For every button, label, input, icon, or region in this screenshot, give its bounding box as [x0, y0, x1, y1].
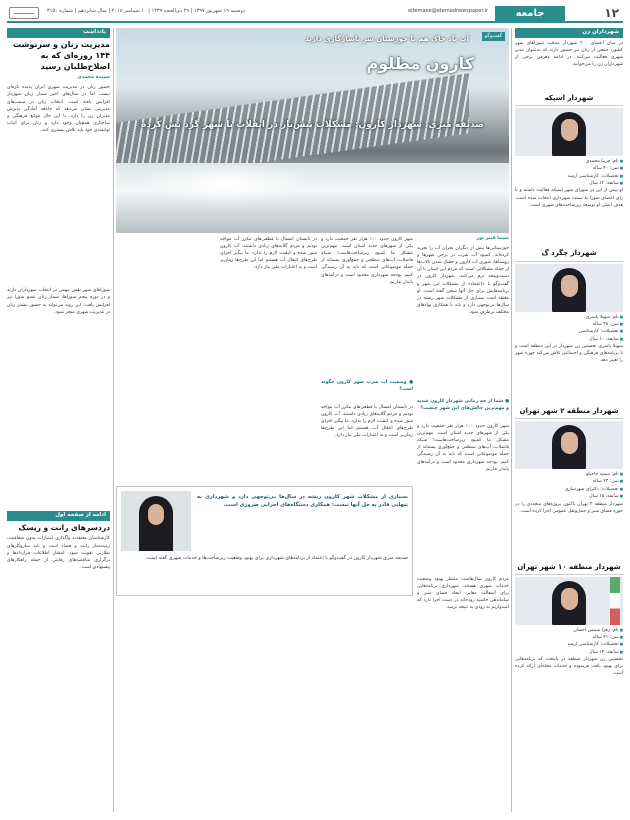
hero-kicker: آب‌ یاد خاک هم با خوزستان سر ناسازگاری دارند — [305, 35, 469, 43]
profile-card — [515, 559, 623, 697]
section-tag: یادداشت — [7, 28, 110, 38]
email-link[interactable]: ejtemaee@etemadnewspaper.ir — [408, 8, 488, 14]
article-text: در تابستان امسال با قطعی‌های مکرر آب مواجه بودیم و مردم گلایه‌های زیادی داشتند. آب کارون شور شده و کیفیت لازم را ندارد. ما پیگیر اجرای طرح‌های انتقال آب هستیم اما این طرح‌ها زمان‌بر است و به اعتبارات ملی نیاز دارد. — [220, 237, 317, 271]
article-text: شهر کارون حدود ۱۰۰ هزار نفر جمعیت دارد و یکی از شهرهای جدید استان است. مهم‌ترین مشکل ما کمبود زیرساخت‌هاست؛ شبکه فاضلاب، آب‌های سطحی و جمع‌آوری پسماند از جمله موضوعاتی است که باید به آن رسیدگی کنیم. بودجه شهرداری محدود است و درآمدهای پایدار نداریم. — [321, 237, 413, 285]
portrait-photo — [515, 264, 623, 312]
intro-text: در میان اعضای ۲۰۰ شهردار منتخب شوراهای شهر کشور، جمعی از زنان نیز حضور دارند که به‌عنوان مدیر شهری فعالیت می‌کنند. در ادامه معرفی برخی از شهرداران زن را می‌خوانید. — [515, 40, 623, 68]
profile-facts: ■ نام: سمیه حاجیلو ■ سن: ۴۳ ساله ■ تحصیلات: دکترای شهرسازی ■ سابقه: ۱۵ سال — [515, 471, 623, 500]
hero-subtitle: صدیقه میری، شهردار کارون: مشکلات پیش‌تاز در انقلاب با شهر گرد پس کرده — [141, 120, 484, 130]
byline: سیما قنبر پور — [476, 236, 509, 241]
center-column — [116, 28, 509, 812]
article-text: مردم کارون سال‌هاست منتظر بهبود وضعیت خدمات شهری هستند. شهرداری برنامه‌هایی برای آسفالت معابر، ایجاد فضای سبز و ساماندهی حاشیه رودخانه در دست اجرا دارد که امیدواریم به زودی به نتیجه برسد. — [417, 576, 509, 611]
profile-title: شهردار اسپکه — [515, 90, 623, 106]
profile-title: شهردار منطقه ۲ شهر تهران — [515, 403, 623, 419]
section-tag: شهرداران زن — [515, 28, 623, 38]
article-text: کارشناسان معتقدند واگذاری امتیازات بدون شفافیت، زمینه‌ساز رانت و فساد است و باید سازوکارهای نظارتی تقویت شود. انتشار اطلاعات قراردادها و برگزاری مناقصه‌های رقابتی از جمله راهکارهای پیشنهادی است. — [7, 536, 110, 570]
profile-title: شهردار منطقه ۱۰ شهر تهران — [515, 559, 623, 575]
profile-text: او پیش از این در شورای شهر اسپکه فعالیت داشته و با رای اعضای شورا به سمت شهرداری انتخاب شده است. هدف اصلی او توسعه زیرساخت‌های شهری است. — [515, 188, 623, 208]
masthead-info — [47, 8, 488, 15]
profile-text: شهردار منطقه ۲ تهران تاکنون پروژه‌های متعددی را در حوزه فضای سبز و حمل‌ونقل عمومی اجرا کرده است. — [515, 501, 623, 514]
column-divider — [113, 28, 114, 812]
newspaper-logo-icon — [9, 7, 39, 19]
profile-title: شهردار چگرد گ — [515, 245, 623, 261]
left-column — [7, 28, 110, 812]
profile-facts: ■ نام: فریبا محمدی ■ سن: ۴۰ ساله ■ تحصیلات: کارشناسی ارشد ■ سابقه: ۱۲ سال — [515, 158, 623, 187]
portrait-photo — [515, 421, 623, 469]
page-number: ۱۲ — [604, 6, 619, 20]
interview-tag: گفت‌وگو — [482, 32, 505, 41]
pull-quote: بسیاری از مشکلات شهر کارون ریشه در سال‌ها بی‌توجهی دارد و شهرداری به تنهایی قادر به حل آنها نیست؛ همکاری دستگاه‌های اجرایی ضروری است. — [197, 494, 408, 509]
article-text: حضور زنان در مدیریت شهری ایران پدیده تازه‌ای نیست اما در سال‌های اخیر شمار زنان شهردار افزایش یافته است. انتخاب زنان در سمت‌های مدیریتی نشان می‌دهد که جامعه آمادگی پذیرش مدیران زن را دارد. با این حال موانع فرهنگی و ساختاری همچنان وجود دارد و زنان برای اثبات توانمندی خود باید تلاش بیشتری کنند. — [7, 85, 110, 133]
dateline: دوشنبه ۱۹ شهریور ۱۳۹۷ | ۲۹ ذی‌الحجه ۱۴۳۹ | ۱۰ سپتامبر ۲۰۱۸ | سال شانزدهم | شماره ۴۱۵۰ — [47, 8, 246, 14]
profile-facts: ■ نام: زهرا شمس احسان ■ سن: ۴۱ ساله ■ تحصیلات: کارشناسی ارشد ■ سابقه: ۱۴ سال — [515, 627, 623, 656]
interviewee-photo — [121, 491, 191, 551]
portrait-photo — [515, 577, 623, 625]
article-text: شوراهای شهر نقش مهمی در انتخاب شهرداران دارند و در دوره پنجم شوراها، شمار زنان عضو شورا نیز افزایش یافت. این روند می‌تواند به حضور بیشتر زنان در مدیریت شهری منجر شود. — [7, 288, 110, 315]
article-column — [417, 236, 509, 812]
section-title: جامعه — [495, 6, 565, 21]
profile-card — [515, 90, 623, 246]
question-text: ● شما از چه زمانی شهردار کارون شدید و مهم‌ترین چالش‌های این شهر چیست؟ — [417, 398, 509, 412]
portrait-photo — [515, 108, 623, 156]
article-text: در تابستان امسال با قطعی‌های مکرر آب مواجه بودیم و مردم گلایه‌های زیادی داشتند. آب کارون شور شده و کیفیت لازم را ندارد. ما پیگیر اجرای طرح‌های انتقال آب هستیم اما این طرح‌ها زمان‌بر است و به اعتبارات ملی نیاز دارد. — [321, 405, 413, 439]
right-column — [515, 28, 623, 812]
profile-text: نخستین زن شهردار منطقه در پایتخت که برنامه‌هایی برای بهبود بافت فرسوده و خدمات محله‌ای ارائه کرده است. — [515, 657, 623, 677]
byline: سپیده محمدی — [77, 75, 110, 81]
headline: مدیریت زنان و سرنوشت ۱۴۴ روزه‌ای که به اصلاح‌طلبان رسید — [13, 39, 110, 71]
headline: دردسرهای رانت و ریسک — [18, 523, 110, 533]
hero-title: کارون مظلوم — [366, 54, 474, 73]
section-tag: ادامه از صفحه اول — [7, 511, 110, 521]
article-body — [116, 236, 509, 812]
pull-quote-box — [116, 486, 413, 596]
profile-text: سهیلا پاسری نخستین زن شهردار در این منطقه است و با برنامه‌های فرهنگی و اجتماعی تلاش می‌کند چهره شهر را تغییر دهد. — [515, 344, 623, 364]
hero-photo — [116, 28, 509, 233]
article-text: خوزستانی‌ها بیش از دیگران بحران آب را تجربه کرده‌اند. کمبود آب شرب در برخی شهرها و روستاها، شوری آب کارون و خشک شدن تالاب‌ها از جمله مشکلاتی است که مردم این استان با آن دست‌وپنجه نرم می‌کنند. شهردار کارون در گفت‌وگو با «اعتماد» از مشکلات این شهر و برنامه‌هایش برای حل آنها سخن گفته است. او معتقد است بسیاری از مشکلات شهر ریشه در سال‌ها بی‌توجهی دارد و باید با همکاری نهادهای مختلف برطرف شود. — [417, 245, 509, 315]
profile-card — [515, 403, 623, 559]
article-text: شهر کارون حدود ۱۰۰ هزار نفر جمعیت دارد و یکی از شهرهای جدید استان است. مهم‌ترین مشکل ما کمبود زیرساخت‌هاست؛ شبکه فاضلاب، آب‌های سطحی و جمع‌آوری پسماند از جمله موضوعاتی است که باید به آن رسیدگی کنیم. بودجه شهرداری محدود است و درآمدهای پایدار نداریم. — [417, 423, 509, 472]
masthead — [7, 6, 623, 23]
profile-facts: ■ نام: سهیلا پاسری ■ سن: ۳۸ ساله ■ تحصیلات: کارشناسی ■ سابقه: ۱۰ سال — [515, 314, 623, 343]
quote-caption: صدیقه میری شهردار کارون در گفت‌وگو با اعتماد از برنامه‌های شهرداری برای بهبود وضعیت زیرساخت‌ها و خدمات شهری گفته است. — [145, 556, 408, 561]
profile-card — [515, 245, 623, 403]
column-divider — [511, 28, 512, 812]
question-text: ● وضعیت آب شرب شهر کارون چگونه است؟ — [321, 380, 413, 393]
